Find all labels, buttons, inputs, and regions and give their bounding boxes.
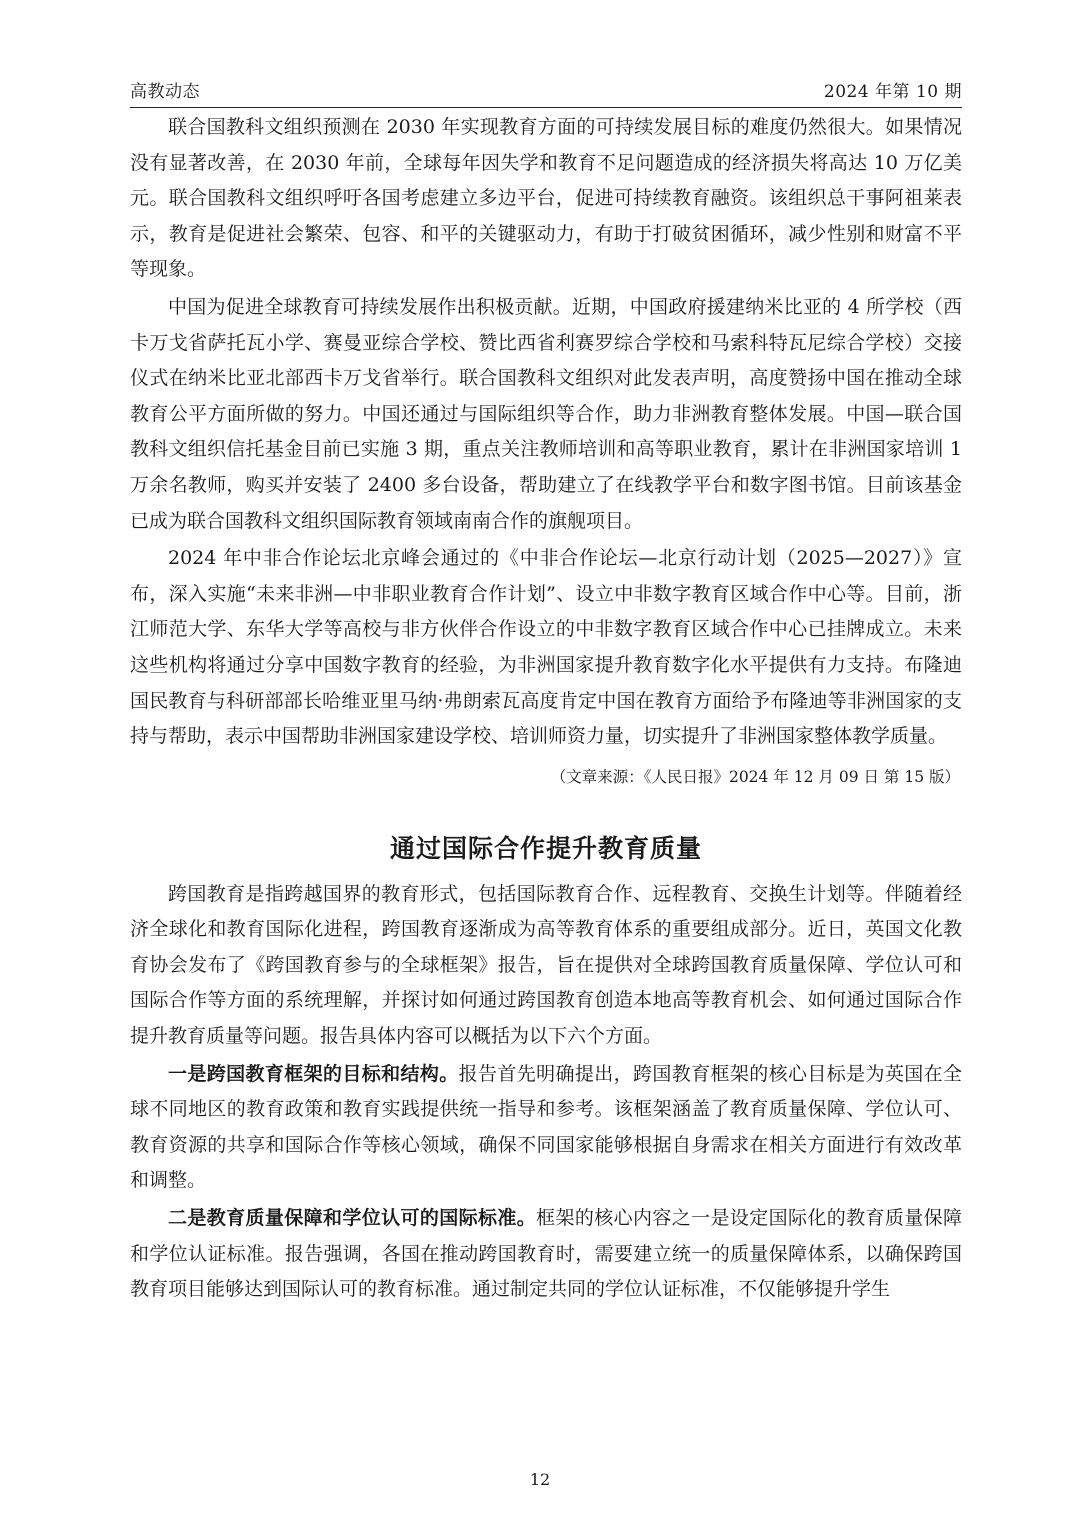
paragraph-point-two [130,1201,962,1308]
point-one-lead: 一是跨国教育框架的目标和结构。 [168,1062,459,1085]
paragraph-point-one [130,1057,962,1199]
section-title: 通过国际合作提升教育质量 [389,833,702,863]
paragraph-china-contribution: 中国为促进全球教育可持续发展作出积极贡献。近期，中国政府援建纳米比亚的 4 所学校（西卡万戈省萨托瓦小学、赛曼亚综合学校、赞比西省利赛罗综合学校和马索科特瓦尼综合学校）交接仪式在纳米比亚北部西卡万戈省举行。联合国教科文组织对此发表声明，高度赞扬中国在推动全球教育公平方面所做的努力。中国还通过与国际组织等合作，助力非洲教育整体发展。中国—联合国教科文组织信托基金目前已实施 3 期，重点关注教师培训和高等职业教育，累计在非洲国家培训 1 万余名教师，购买并安装了 2400 多台设备，帮助建立了在线教学平台和数字图书馆。目前该基金已成为联合国教科文组织国际教育领域南南合作的旗舰项目。 [130,295,962,532]
point-one-body: 报告首先明确提出，跨国教育框架的核心目标是为英国在全球不同地区的教育政策和教育实践提供统一指导和参考。该框架涵盖了教育质量保障、学位认可、教育资源的共享和国际合作等核心领域，确保不同国家能够根据自身需求在相关方面进行有效改革和调整。 [130,1062,962,1192]
point-two-body: 框架的核心内容之一是设定国际化的教育质量保障和学位认证标准。报告强调，各国在推动跨国教育时，需要建立统一的质量保障体系，以确保跨国教育项目能够达到国际认可的教育标准。通过制定共同的学位认证标准，不仅能够提升学生 [130,1207,962,1301]
page-header [130,78,962,108]
issue-number: 2024 年第 10 期 [823,82,962,102]
paragraph-focac-summit: 2024 年中非合作论坛北京峰会通过的《中非合作论坛—北京行动计划（2025—2027）》宣布，深入实施“未来非洲—中非职业教育合作计划”、设立中非数字教育区域合作中心等。目前，浙江师范大学、东华大学等高校与非方伙伴合作设立的中非数字教育区域合作中心已挂牌成立。未来这些机构将通过分享中国数字教育的经验，为非洲国家提升教育数字化水平提供有力支持。布隆迪国民教育与科研部部长哈维亚里马纳·弗朗索瓦高度肯定中国在教育方面给予布隆迪等非洲国家的支持与帮助，表示中国帮助非洲国家建设学校、培训师资力量，切实提升了非洲国家整体教学质量。 [130,547,962,748]
article-body [130,110,962,1308]
page-number: 12 [529,1470,551,1489]
journal-name: 高教动态 [130,82,200,102]
point-two-lead: 二是教育质量保障和学位认可的国际标准。 [168,1207,537,1230]
source-note: （文章来源：《人民日报》2024 年 12 月 09 日 第 15 版） [550,767,960,786]
paragraph-intro: 跨国教育是指跨越国界的教育形式，包括国际教育合作、远程教育、交换生计划等。伴随着经济全球化和教育国际化进程，跨国教育逐渐成为高等教育体系的重要组成部分。近日，英国文化教育协会发布了《跨国教育参与的全球框架》报告，旨在提供对全球跨国教育质量保障、学位认可和国际合作等方面的系统理解，并探讨如何通过跨国教育创造本地高等教育机会、如何通过国际合作提升教育质量等问题。报告具体内容可以概括为以下六个方面。 [130,882,962,1048]
paragraph-unesco-forecast: 联合国教科文组织预测在 2030 年实现教育方面的可持续发展目标的难度仍然很大。如果情况没有显著改善，在 2030 年前，全球每年因失学和教育不足问题造成的经济损失将高达 10 万亿美元。联合国教科文组织呼吁各国考虑建立多边平台，促进可持续教育融资。该组织总干事阿祖莱表示，教育是促进社会繁荣、包容、和平的关键驱动力，有助于打破贫困循环，减少性别和财富不平等现象。 [130,116,962,281]
